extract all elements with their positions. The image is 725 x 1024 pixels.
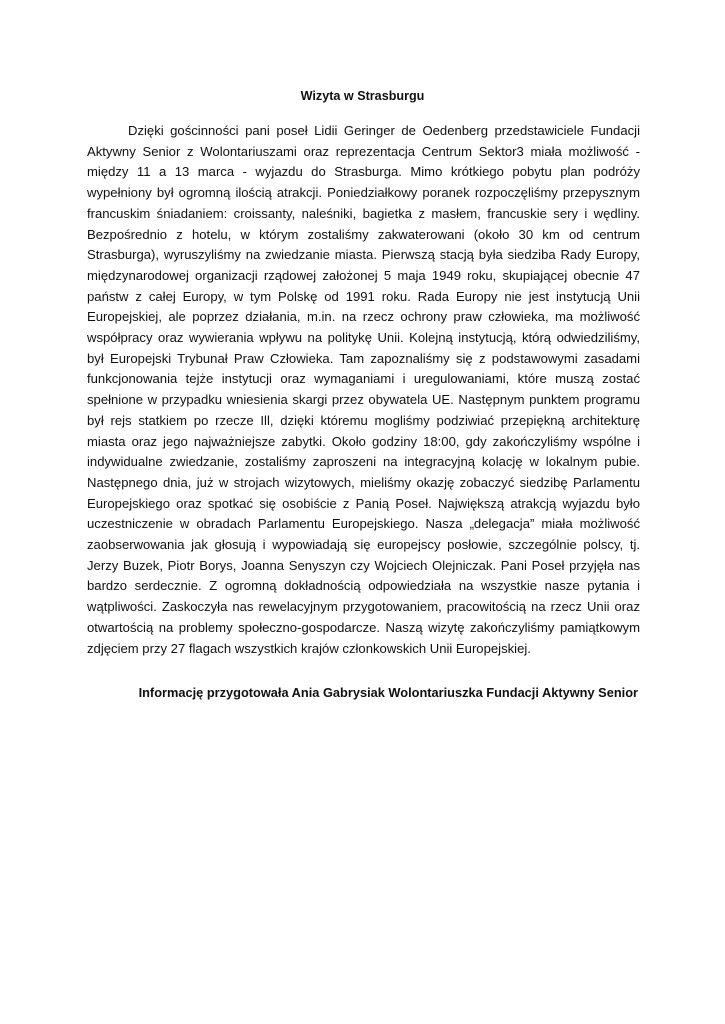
article-body-text: Dzięki gościnności pani poseł Lidii Geringer de Oedenberg przedstawiciele Fundacji Aktywny Senior z Wolontariuszami oraz reprezentacja Centrum Sektor3 miała możliwość - między 11 a 13 marca - wyjazdu do Strasburga. Mimo krótkiego pobytu plan podróży wypełniony był ogromną ilością atrakcji. Poniedziałkowy poranek rozpoczęliśmy przepysznym francuskim śniadaniem: croissanty, naleśniki, bagietka z masłem, francuskie sery i wędliny. Bezpośrednio z hotelu, w którym zostaliśmy zakwaterowani (około 30 km od centrum Strasburga), wyruszyliśmy na zwiedzanie miasta. Pierwszą stacją była siedziba Rady Europy, międzynarodowej organizacji rządowej założonej 5 maja 1949 roku, skupiającej obecnie 47 państw z całej Europy, w tym Polskę od 1991 roku. Rada Europy nie jest instytucją Unii Europejskiej, ale poprzez działania, m.in. na rzecz ochrony praw człowieka, ma możliwość współpracy oraz wywierania wpływu na politykę Unii. Kolejną instytucją, którą odwiedziliśmy, był Europejski Trybunał Praw Człowieka. Tam zapoznaliśmy się z podstawowymi zasadami funkcjonowania tejże instytucji oraz wymaganiami i uregulowaniami, które muszą zostać spełnione w przypadku wniesienia skargi przez obywatela UE. Następnym punktem programu był rejs statkiem po rzecze Ill, dzięki któremu mogliśmy podziwiać przepiękną architekturę miasta oraz jego najważniejsze zabytki. Około godziny 18:00, gdy zakończyliśmy wspólne i indywidualne zwiedzanie, zostaliśmy zaproszeni na integracyjną kolację w lokalnym pubie. Następnego dnia, już w strojach wizytowych, mieliśmy okazję zobaczyć siedzibę Parlamentu Europejskiego oraz spotkać się osobiście z Panią Poseł. Największą atrakcją wyjazdu było uczestniczenie w obradach Parlamentu Europejskiego. Nasza „delegacja” miała możliwość zaobserwowania jak głosują i wypowiadają się europejscy posłowie, szczególnie polscy, tj. Jerzy Buzek, Piotr Borys, Joanna Senyszyn czy Wojciech Olejniczak. Pani Poseł przyjęła nas bardzo serdecznie. Z ogromną dokładnością odpowiedziała na wszystkie nasze pytania i wątpliwości. Zaskoczyła nas rewelacyjnym przygotowaniem, pracowitością na rzecz Unii oraz otwartością na problemy społeczno-gospodarcze. Naszą wizytę zakończyliśmy pamiątkowym zdjęciem przy 27 flagach wszystkich krajów członkowskich Unii Europejskiej. — [87, 123, 640, 656]
article-paragraph — [87, 121, 640, 659]
author-signature: Informację przygotowała Ania Gabrysiak Wolontariuszka Fundacji Aktywny Senior — [138, 685, 638, 700]
document-title: Wizyta w Strasburgu — [300, 89, 425, 103]
